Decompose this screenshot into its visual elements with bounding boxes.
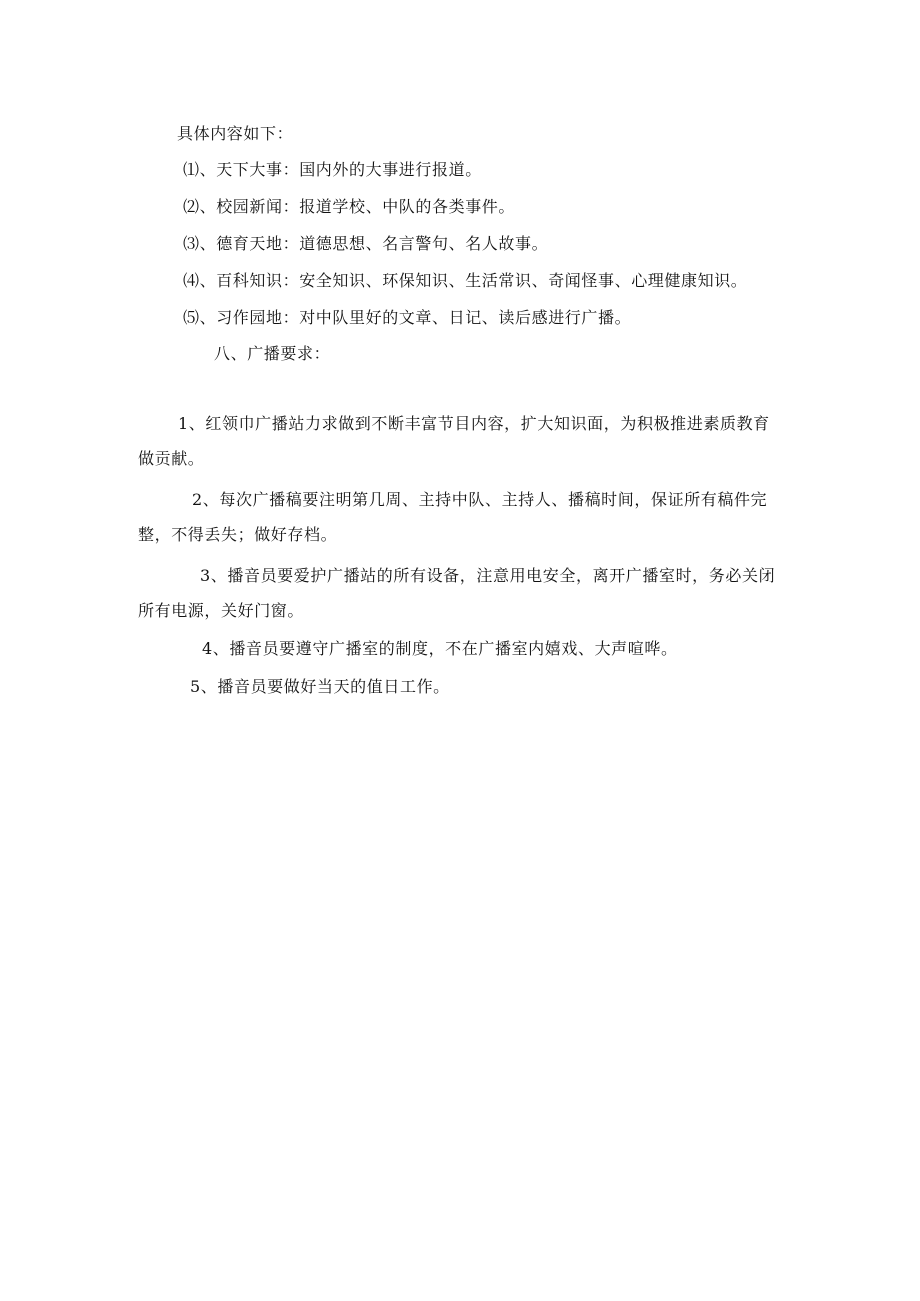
content-item-2: ⑵、校园新闻：报道学校、中队的各类事件。 xyxy=(183,197,516,216)
content-item-3: ⑶、德育天地：道德思想、名言警句、名人故事。 xyxy=(183,234,549,253)
requirement-3: 3、播音员要爱护广播站的所有设备，注意用电安全，离开广播室时，务必关闭所有电源，关好门窗。 xyxy=(138,566,776,620)
content-item-1: ⑴、天下大事：国内外的大事进行报道。 xyxy=(183,160,482,179)
requirement-4: 4、播音员要遵守广播室的制度，不在广播室内嬉戏、大声喧哗。 xyxy=(202,639,678,658)
intro-text: 具体内容如下： xyxy=(177,124,294,143)
section-heading: 八、广播要求： xyxy=(214,344,331,363)
content-item-4: ⑷、百科知识：安全知识、环保知识、生活常识、奇闻怪事、心理健康知识。 xyxy=(183,271,748,290)
requirement-5: 5、播音员要做好当天的值日工作。 xyxy=(190,677,450,696)
requirement-1: 1、红领巾广播站力求做到不断丰富节目内容，扩大知识面，为积极推进素质教育做贡献。 xyxy=(138,414,770,468)
content-item-5: ⑸、习作园地：对中队里好的文章、日记、读后感进行广播。 xyxy=(183,308,632,327)
requirement-2: 2、每次广播稿要注明第几周、主持中队、主持人、播稿时间，保证所有稿件完整，不得丢失；做好存档。 xyxy=(138,490,768,544)
